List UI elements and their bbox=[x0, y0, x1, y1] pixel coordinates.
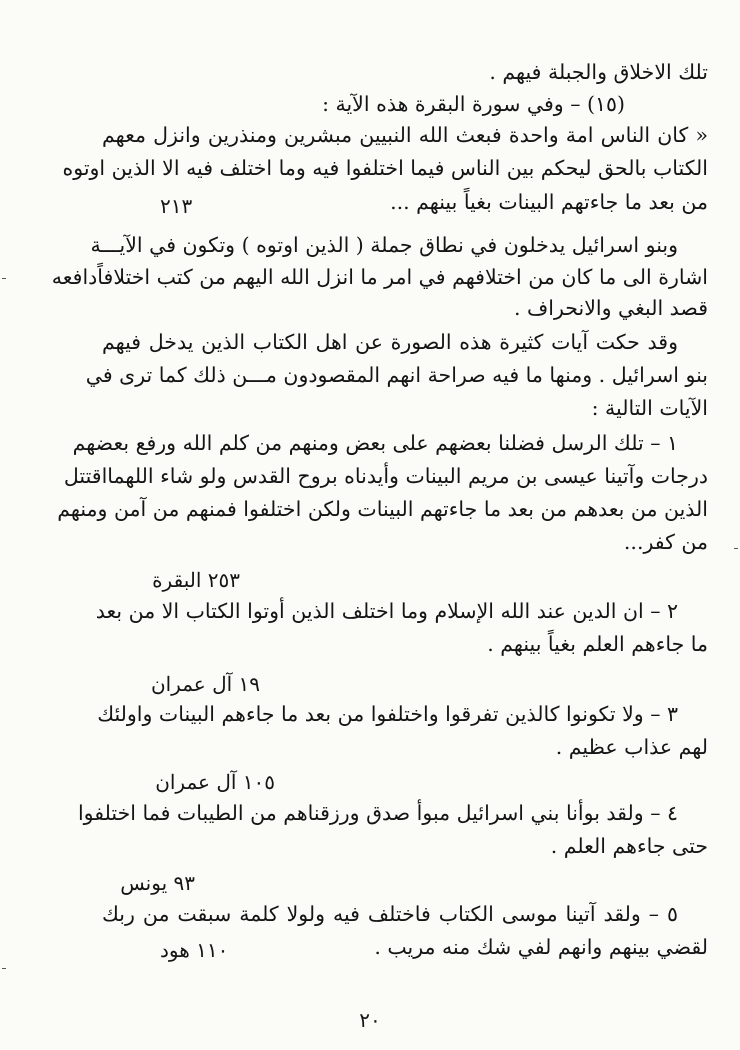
verse-reference: ٢١٣ bbox=[160, 194, 193, 218]
verse-line: لقضي بينهم وانهم لفي شك منه مريب . bbox=[374, 935, 708, 959]
verse-reference: ٩٣ يونس bbox=[120, 871, 195, 895]
verse-line: ٢ – ان الدين عند الله الإسلام وما اختلف الذين أوتوا الكتاب الا من بعد bbox=[95, 599, 678, 623]
scan-mark bbox=[2, 278, 6, 279]
verse-line: ٥ – ولقد آتينا موسى الكتاب فاختلف فيه ولولا كلمة سبقت من ربك bbox=[102, 902, 678, 926]
quote-line: « كان الناس امة واحدة فبعث الله النبيين مبشرين ومنذرين وانزل معهم bbox=[102, 123, 708, 147]
verse-reference: ٢٥٣ البقرة bbox=[152, 568, 240, 592]
text-line: بنو اسرائيل . ومنها ما فيه صراحة انهم المقصودون مـــن ذلك كما ترى في bbox=[85, 363, 708, 387]
verse-line: ٤ – ولقد بوأنا بني اسرائيل مبوأ صدق ورزقناهم من الطيبات فما اختلفوا bbox=[77, 801, 678, 825]
text-line: اشارة الى ما كان من اختلافهم في امر ما انزل الله اليهم من كتب اختلافاًدافعه bbox=[51, 265, 708, 289]
quote-line: من بعد ما جاءتهم البينات بغياً بينهم ... bbox=[390, 190, 708, 214]
scan-mark bbox=[2, 968, 6, 969]
verse-reference: ١٠٥ آل عمران bbox=[155, 770, 275, 794]
text-line: تلك الاخلاق والجبلة فيهم . bbox=[489, 60, 708, 84]
verse-reference: ١٩ آل عمران bbox=[150, 672, 260, 696]
quote-line: الكتاب بالحق ليحكم بين الناس فيما اختلفوا فيه وما اختلف فيه الا الذين اوتوه bbox=[62, 156, 708, 180]
scan-mark bbox=[734, 548, 738, 549]
page-number: ٢٠ bbox=[359, 1008, 381, 1032]
verse-line: ما جاءهم العلم بغياً بينهم . bbox=[487, 632, 708, 656]
text-line: قصد البغي والانحراف . bbox=[514, 296, 708, 320]
verse-line: حتى جاءهم العلم . bbox=[550, 834, 708, 858]
text-line: وبنو اسرائيل يدخلون في نطاق جملة ( الذين اوتوه ) وتكون في الآيـــة bbox=[90, 233, 678, 257]
section-heading: (١٥) – وفي سورة البقرة هذه الآية : bbox=[322, 92, 625, 116]
verse-line: الذين من بعدهم من بعد ما جاءتهم البينات ولكن اختلفوا فمنهم من آمن ومنهم bbox=[57, 497, 708, 521]
verse-line: من كفر... bbox=[623, 530, 708, 554]
verse-line: ١ – تلك الرسل فضلنا بعضهم على بعض ومنهم من كلم الله ورفع بعضهم bbox=[72, 431, 678, 455]
verse-line: درجات وآتينا عيسى بن مريم البينات وأيدناه بروح القدس ولو شاء اللهمااقتتل bbox=[63, 464, 708, 488]
verse-reference: ١١٠ هود bbox=[160, 938, 229, 962]
verse-line: ٣ – ولا تكونوا كالذين تفرقوا واختلفوا من بعد ما جاءهم البينات واولئك bbox=[97, 702, 678, 726]
text-line: وقد حكت آيات كثيرة هذه الصورة عن اهل الكتاب الذين يدخل فيهم bbox=[102, 330, 678, 354]
verse-line: لهم عذاب عظيم . bbox=[555, 735, 708, 759]
text-line: الآيات التالية : bbox=[591, 396, 708, 420]
